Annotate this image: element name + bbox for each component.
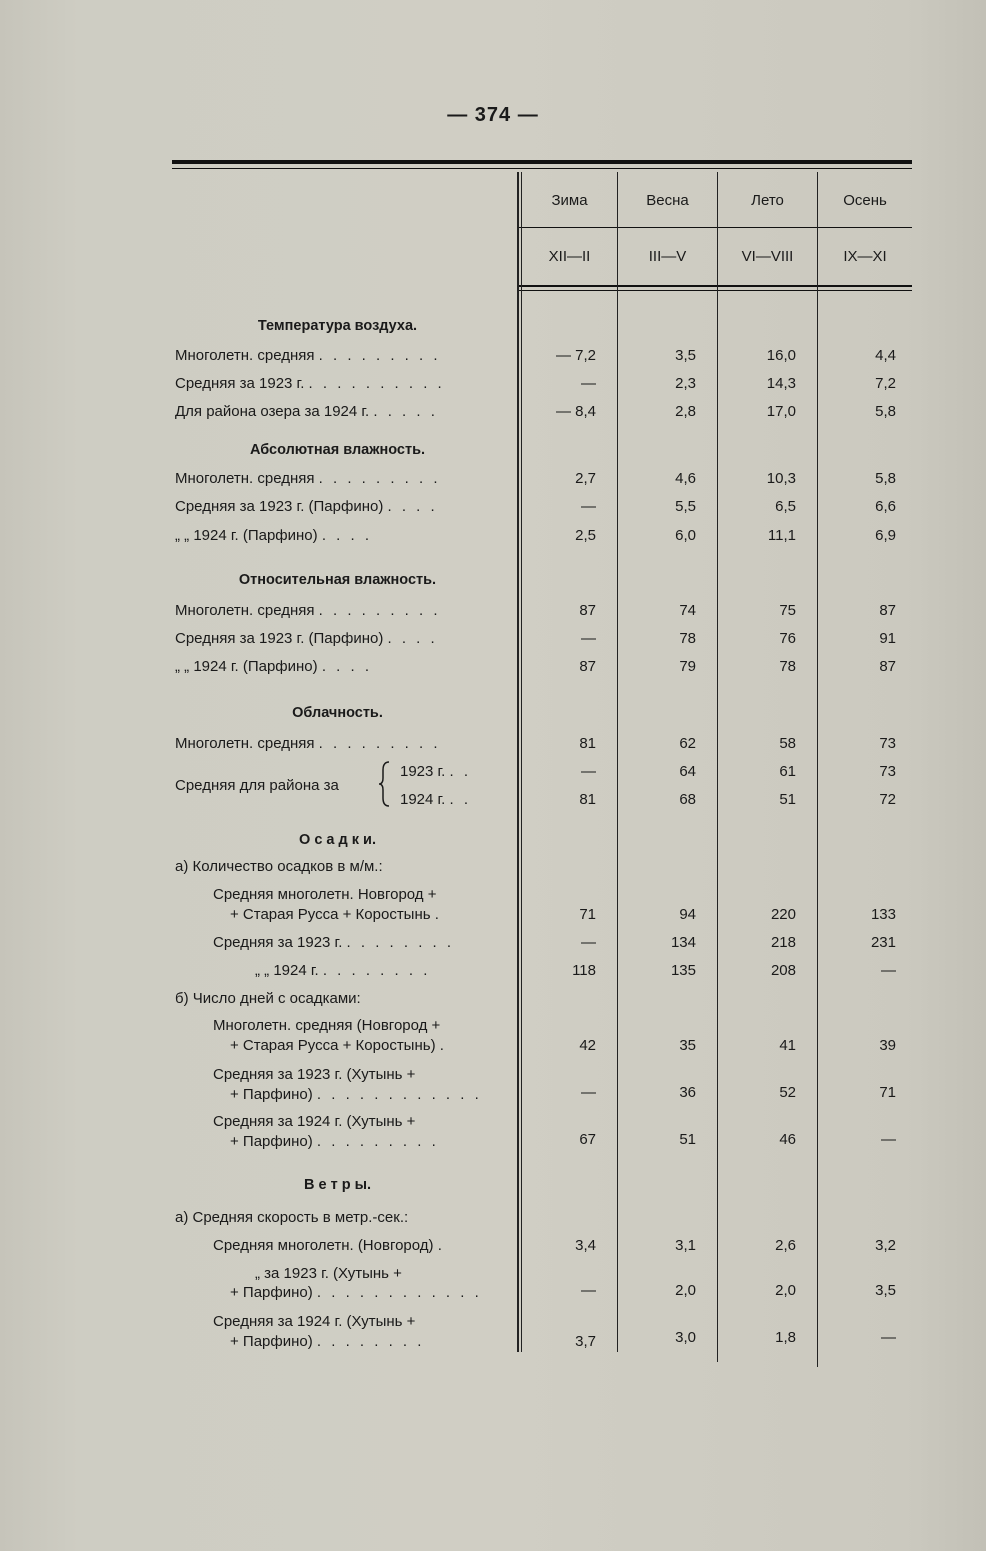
cell-value: 118 <box>572 962 596 979</box>
cell-value: 6,0 <box>675 527 696 544</box>
header-months-autumn: IX—XI <box>843 248 887 265</box>
header-months-winter: XII—II <box>548 248 591 265</box>
cell-value: 2,0 <box>775 1282 796 1299</box>
cell-value: 87 <box>579 602 596 619</box>
top-rule-thin <box>172 168 912 169</box>
cell-value: 72 <box>879 791 896 808</box>
cell-value: 81 <box>579 791 596 808</box>
cell-value: — <box>581 498 596 515</box>
cell-value: 218 <box>770 934 796 951</box>
section-title: Относительная влажность. <box>238 572 437 588</box>
cell-value: 61 <box>779 763 796 780</box>
top-rule-thick <box>172 160 912 164</box>
row-label: + Парфино) . . . . . . . . <box>230 1333 425 1350</box>
row-label: Средняя за 1923 г. . . . . . . . . <box>213 934 455 951</box>
cell-value: 58 <box>779 735 796 752</box>
cell-value: 2,5 <box>575 527 596 544</box>
cell-value: 6,9 <box>875 527 896 544</box>
row-label: „ „ 1924 г. . . . . . . . . <box>255 962 431 979</box>
cell-value: 68 <box>679 791 696 808</box>
cell-value: 51 <box>679 1131 696 1148</box>
cell-value: 94 <box>679 906 696 923</box>
cell-value: 74 <box>679 602 696 619</box>
cell-value: 78 <box>679 630 696 647</box>
row-label-line1: Средняя за 1924 г. (Хутынь + <box>213 1313 416 1330</box>
cell-value: 134 <box>670 934 696 951</box>
section-title: Облачность. <box>292 705 383 721</box>
cell-value: 71 <box>879 1084 896 1101</box>
cell-value: — <box>881 962 896 979</box>
cell-value: 133 <box>870 906 896 923</box>
cell-value: 73 <box>879 735 896 752</box>
cell-value: 2,0 <box>675 1282 696 1299</box>
cell-value: 7,2 <box>875 375 896 392</box>
cell-value: 2,3 <box>675 375 696 392</box>
row-label: 1924 г. . . <box>400 791 472 808</box>
cell-value: — <box>581 1282 596 1299</box>
subsection-label: а) Количество осадков в м/м.: <box>175 858 383 875</box>
cell-value: 42 <box>579 1037 596 1054</box>
cell-value: 231 <box>870 934 896 951</box>
cell-value: 5,8 <box>875 470 896 487</box>
row-label: Многолетн. средняя . . . . . . . . . <box>175 470 441 487</box>
cell-value: 78 <box>779 658 796 675</box>
cell-value: 3,5 <box>875 1282 896 1299</box>
cell-value: 5,5 <box>675 498 696 515</box>
cell-value: 6,6 <box>875 498 896 515</box>
row-label: + Парфино) . . . . . . . . . <box>230 1133 439 1150</box>
cell-value: 3,1 <box>675 1237 696 1254</box>
cell-value: 87 <box>879 658 896 675</box>
cell-value: — <box>881 1131 896 1148</box>
cell-value: 208 <box>770 962 796 979</box>
cell-value: 6,5 <box>775 498 796 515</box>
row-label: Многолетн. средняя . . . . . . . . . <box>175 735 441 752</box>
row-label: „ „ 1924 г. (Парфино) . . . . <box>175 658 372 675</box>
cell-value: — 8,4 <box>555 403 596 420</box>
row-label: + Старая Русса + Коростынь) . <box>230 1037 447 1054</box>
cell-value: — <box>581 1084 596 1101</box>
cell-value: 71 <box>579 906 596 923</box>
cell-value: 2,6 <box>775 1237 796 1254</box>
cell-value: 79 <box>679 658 696 675</box>
header-mid-rule <box>519 227 912 228</box>
row-label: Средняя за 1923 г. (Парфино) . . . . <box>175 498 438 515</box>
page-number: — 374 — <box>447 104 539 126</box>
cell-value: 51 <box>779 791 796 808</box>
row-label-line1: Средняя за 1923 г. (Хутынь + <box>213 1066 416 1083</box>
subsection-label: а) Средняя скорость в метр.-сек.: <box>175 1209 409 1226</box>
cell-value: 4,4 <box>875 347 896 364</box>
cell-value: 73 <box>879 763 896 780</box>
cell-value: 5,8 <box>875 403 896 420</box>
header-bottom-rule <box>519 285 912 287</box>
cell-value: 3,7 <box>575 1333 596 1350</box>
cell-value: 46 <box>779 1131 796 1148</box>
header-months-spring: III—V <box>648 248 687 265</box>
cell-value: — <box>581 934 596 951</box>
row-label: + Парфино) . . . . . . . . . . . . <box>230 1284 482 1301</box>
cell-value: 76 <box>779 630 796 647</box>
cell-value: 52 <box>779 1084 796 1101</box>
cell-value: 3,0 <box>675 1329 696 1346</box>
cell-value: 3,5 <box>675 347 696 364</box>
cell-value: 220 <box>770 906 796 923</box>
cell-value: 91 <box>879 630 896 647</box>
cell-value: 39 <box>879 1037 896 1054</box>
cell-value: 81 <box>579 735 596 752</box>
cell-value: 62 <box>679 735 696 752</box>
row-label: + Старая Русса + Коростынь . <box>230 906 442 923</box>
cell-value: 64 <box>679 763 696 780</box>
cell-value: — <box>881 1329 896 1346</box>
row-label: Средняя многолетн. (Новгород) . <box>213 1237 445 1254</box>
header-season-winter: Зима <box>551 192 588 209</box>
cell-value: 10,3 <box>766 470 796 487</box>
row-label-group: Средняя для района за <box>175 777 339 794</box>
cell-value: 3,2 <box>875 1237 896 1254</box>
cell-value: 11,1 <box>767 527 796 544</box>
cell-value: — <box>581 630 596 647</box>
cell-value: 17,0 <box>766 403 796 420</box>
cell-value: — <box>581 763 596 780</box>
cell-value: 4,6 <box>675 470 696 487</box>
row-label: + Парфино) . . . . . . . . . . . . <box>230 1086 482 1103</box>
section-title: В е т р ы. <box>303 1177 372 1193</box>
cell-value: 87 <box>879 602 896 619</box>
cell-value: 41 <box>779 1037 796 1054</box>
cell-value: 14,3 <box>766 375 796 392</box>
section-title: Абсолютная влажность. <box>249 442 426 458</box>
row-label: Средняя за 1923 г. (Парфино) . . . . <box>175 630 438 647</box>
cell-value: 16,0 <box>766 347 796 364</box>
header-season-spring: Весна <box>646 192 689 209</box>
cell-value: 87 <box>579 658 596 675</box>
section-title: О с а д к и. <box>299 832 376 848</box>
cell-value: — 7,2 <box>555 347 596 364</box>
cell-value: 1,8 <box>775 1329 796 1346</box>
header-season-summer: Лето <box>751 192 784 209</box>
header-months-summer: VI—VIII <box>741 248 794 265</box>
header-season-autumn: Осень <box>843 192 887 209</box>
cell-value: 35 <box>679 1037 696 1054</box>
brace-icon <box>378 760 392 808</box>
subsection-label: б) Число дней с осадками: <box>175 990 361 1007</box>
cell-value: — <box>581 375 596 392</box>
cell-value: 135 <box>670 962 696 979</box>
row-label: Многолетн. средняя . . . . . . . . . <box>175 602 441 619</box>
section-title: Температура воздуха. <box>257 318 418 334</box>
cell-value: 75 <box>779 602 796 619</box>
row-label-line1: Средняя многолетн. Новгород + <box>213 886 437 903</box>
row-label: Для района озера за 1924 г. . . . . . <box>175 403 438 420</box>
cell-value: 2,8 <box>675 403 696 420</box>
cell-value: 3,4 <box>575 1237 596 1254</box>
header-bottom-rule-2 <box>519 290 912 291</box>
cell-value: 36 <box>679 1084 696 1101</box>
cell-value: 2,7 <box>575 470 596 487</box>
cell-value: 67 <box>579 1131 596 1148</box>
row-label: Средняя за 1923 г. . . . . . . . . . . <box>175 375 445 392</box>
row-label: 1923 г. . . <box>400 763 472 780</box>
row-label-line1: „ за 1923 г. (Хутынь + <box>255 1265 402 1282</box>
row-label-line1: Многолетн. средняя (Новгород + <box>213 1017 441 1034</box>
row-label: „ „ 1924 г. (Парфино) . . . . <box>175 527 372 544</box>
row-label: Многолетн. средняя . . . . . . . . . <box>175 347 441 364</box>
row-label-line1: Средняя за 1924 г. (Хутынь + <box>213 1113 416 1130</box>
